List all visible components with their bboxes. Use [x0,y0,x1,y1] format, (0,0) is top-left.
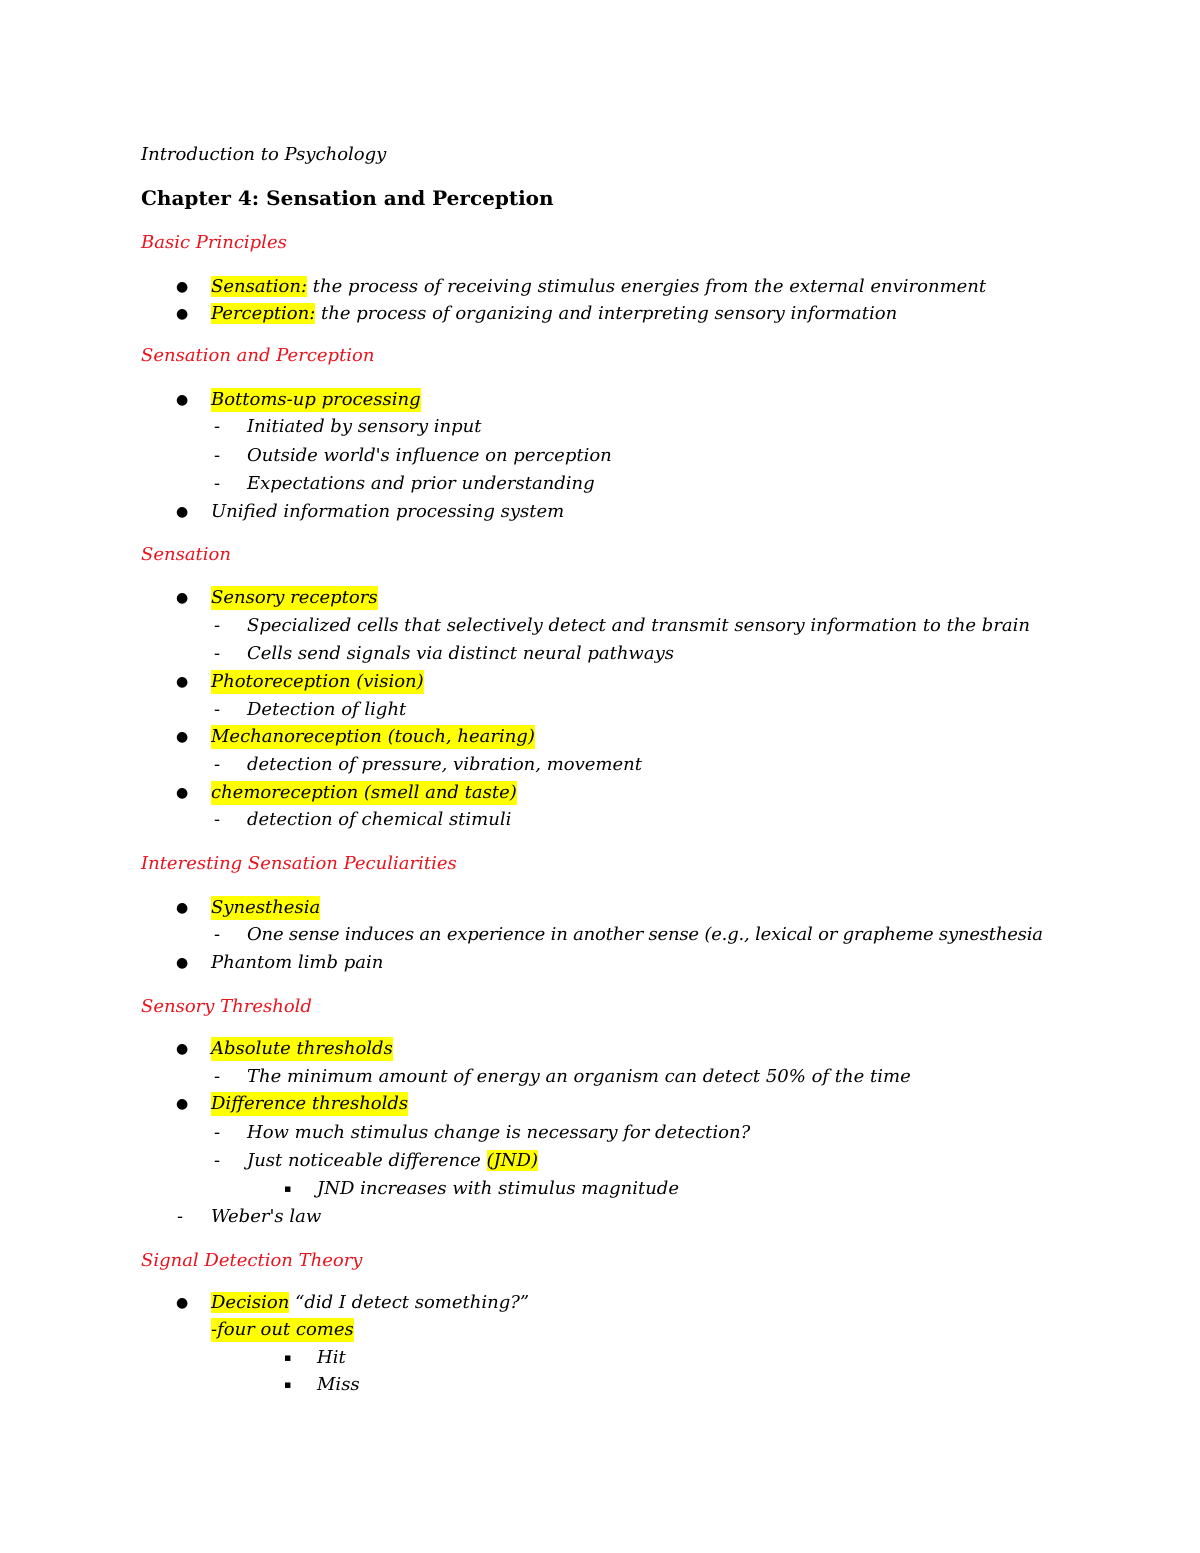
sub-sub-item-text: Miss [317,1374,360,1395]
sub-sub-item-text: JND increases with stimulus magnitude [317,1178,679,1199]
term-highlight: Perception: [211,303,316,324]
chapter-heading: Chapter 4: Sensation and Perception [141,186,554,210]
sub-item-text: Outside world's influence on perception [247,445,612,466]
bullet-icon: ● [176,1295,189,1311]
term-highlight: chemoreception (smell and taste) [211,782,517,803]
bullet-icon: ● [176,1041,189,1057]
dash-marker: - [214,754,221,775]
bullet-icon: ● [176,392,189,408]
term-highlight: Mechanoreception (touch, hearing) [211,726,535,747]
bullet-icon: ● [176,1096,189,1112]
bullet-icon: ● [176,674,189,690]
bullet-icon: ● [176,504,189,520]
sub-item-text: Cells send signals via distinct neural pathways [247,643,674,664]
term-highlight: -four out comes [211,1319,354,1340]
sub-sub-item-text: Hit [317,1347,346,1368]
sub-item-text: Expectations and prior understanding [247,473,595,494]
bullet-icon: ● [176,279,189,295]
section-heading-signal-detection: Signal Detection Theory [141,1250,363,1271]
sub-item-text: Just noticeable difference [247,1150,487,1171]
sub-item-text: detection of pressure, vibration, movement [247,754,642,775]
term-highlight: (JND) [486,1150,538,1171]
dash-marker: - [214,1122,221,1143]
term-highlight: Sensory receptors [211,587,378,608]
section-heading-peculiarities: Interesting Sensation Peculiarities [141,853,457,874]
dash-marker: - [214,416,221,437]
section-heading-basic-principles: Basic Principles [141,232,287,253]
square-bullet-icon: ▪ [284,1351,292,1364]
dash-marker: - [214,1150,221,1171]
dash-marker: - [214,473,221,494]
course-title: Introduction to Psychology [141,144,387,165]
term-highlight: Difference thresholds [211,1093,409,1114]
sub-item-text: One sense induces an experience in another sense (e.g., lexical or grapheme synesthesia [247,924,1043,945]
bullet-icon: ● [176,900,189,916]
bullet-icon: ● [176,955,189,971]
sub-item-text: detection of chemical stimuli [247,809,512,830]
section-heading-sensation-and-perception: Sensation and Perception [141,345,375,366]
dash-marker: - [214,809,221,830]
sub-item-text: The minimum amount of energy an organism can detect 50% of the time [247,1066,911,1087]
term-highlight: Sensation: [211,276,308,297]
list-item-text: Weber's law [211,1206,322,1227]
dash-marker: - [214,924,221,945]
section-heading-sensation: Sensation [141,544,231,565]
sub-item-text: How much stimulus change is necessary for detection? [247,1122,751,1143]
list-item-text: Phantom limb pain [211,952,384,973]
list-item-text: Unified information processing system [211,501,565,522]
dash-marker: - [214,699,221,720]
square-bullet-icon: ▪ [284,1182,292,1195]
dash-marker: - [214,445,221,466]
square-bullet-icon: ▪ [284,1378,292,1391]
term-highlight: Decision [211,1292,290,1313]
section-heading-sensory-threshold: Sensory Threshold [141,996,312,1017]
dash-marker: - [177,1206,184,1227]
dash-marker: - [214,643,221,664]
definition-text: the process of receiving stimulus energies from the external environment [307,276,987,297]
bullet-icon: ● [176,785,189,801]
term-highlight: Synesthesia [211,897,321,918]
term-highlight: Photoreception (vision) [211,671,424,692]
sub-item-text: Specialized cells that selectively detect and transmit sensory information to the brain [247,615,1031,636]
dash-marker: - [214,615,221,636]
definition-text: the process of organizing and interpreting sensory information [315,303,898,324]
sub-item-text: Detection of light [247,699,407,720]
bullet-icon: ● [176,729,189,745]
bullet-icon: ● [176,306,189,322]
bullet-icon: ● [176,590,189,606]
sub-item-text: Initiated by sensory input [247,416,482,437]
term-highlight: Absolute thresholds [211,1038,393,1059]
dash-marker: - [214,1066,221,1087]
term-highlight: Bottoms-up processing [211,389,421,410]
definition-text: “did I detect something?” [289,1292,530,1313]
